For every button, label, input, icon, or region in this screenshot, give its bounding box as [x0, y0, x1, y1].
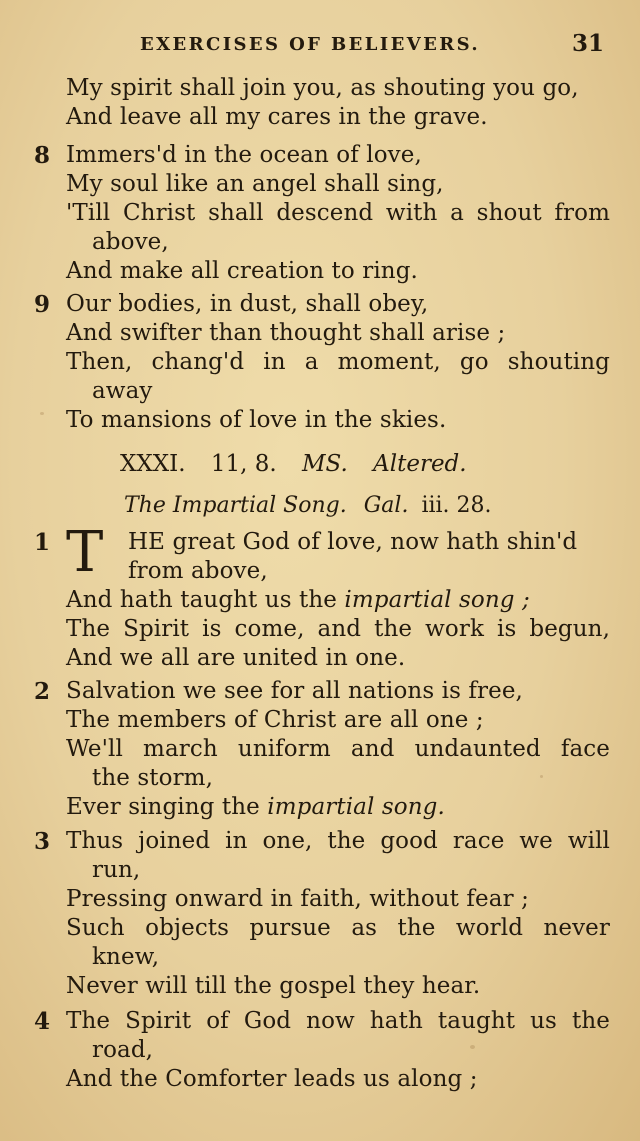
verse-line: Such objects pursue as the world never: [66, 915, 610, 941]
verse-line: The Spirit is come, and the work is begun,: [66, 616, 610, 642]
verse-line: And leave all my cares in the grave.: [66, 104, 488, 130]
verse-line: The Spirit of God now hath taught us the: [66, 1008, 610, 1034]
verse-line: road,: [92, 1037, 154, 1063]
verse-line: And the Comforter leads us along ;: [66, 1066, 478, 1092]
verse-line: My soul like an angel shall sing,: [66, 171, 444, 197]
hymn-number: XXXI.: [120, 451, 186, 477]
page-header: [0, 28, 640, 62]
verse-line: away: [92, 378, 153, 404]
paper-speck: [540, 775, 543, 778]
verse-text: And hath taught us the: [66, 587, 345, 613]
verse-number: 8: [34, 142, 51, 169]
verse-line: Our bodies, in dust, shall obey,: [66, 291, 429, 317]
verse-text: Ever singing the: [66, 794, 268, 820]
verse-line: run,: [92, 857, 141, 883]
verse-line: And we all are united in one.: [66, 645, 406, 671]
stanza-number: 4: [34, 1008, 51, 1035]
paper-speck: [470, 1045, 475, 1049]
verse-line: HE great God of love, now hath shin'd: [128, 529, 578, 555]
verse-line: Immers'd in the ocean of love,: [66, 142, 422, 168]
scripture-verse: iii. 28.: [421, 493, 492, 518]
italic-phrase: impartial song.: [267, 794, 445, 820]
verse-line: from above,: [128, 558, 268, 584]
page-number: 31: [572, 30, 605, 57]
paper-speck: [40, 412, 44, 415]
hymn-heading: [120, 450, 485, 479]
verse-line: And swifter than thought shall arise ;: [66, 320, 506, 346]
verse-line: Salvation we see for all nations is free,: [66, 678, 523, 704]
italic-phrase: impartial song ;: [344, 587, 530, 613]
drop-cap: T: [66, 520, 104, 585]
stanza-number: 1: [34, 529, 51, 556]
hymn-title: [124, 491, 492, 520]
verse-line: above,: [92, 229, 169, 255]
verse-line: knew,: [92, 944, 160, 970]
verse-line: [66, 793, 445, 822]
hymn-note: Altered.: [373, 451, 467, 477]
stanza-number: 3: [34, 828, 51, 855]
verse-line: To mansions of love in the skies.: [66, 407, 447, 433]
verse-line: The members of Christ are all one ;: [66, 707, 484, 733]
verse-line: [66, 586, 530, 615]
verse-line: We'll march uniform and undaunted face: [66, 736, 610, 762]
verse-line: Pressing onward in faith, without fear ;: [66, 886, 529, 912]
verse-line: My spirit shall join you, as shouting you go,: [66, 75, 579, 101]
hymn-meter: 11, 8.: [210, 451, 277, 477]
verse-line: the storm,: [92, 765, 213, 791]
hymn-source: MS.: [302, 451, 348, 477]
hymn-title-text: The Impartial Song.: [124, 493, 347, 518]
stanza-number: 2: [34, 678, 51, 705]
verse-line: And make all creation to ring.: [66, 258, 418, 284]
verse-line: 'Till Christ shall descend with a shout from: [66, 200, 610, 226]
running-title: EXERCISES OF BELIEVERS.: [140, 34, 481, 55]
verse-number: 9: [34, 291, 51, 318]
verse-line: Never will till the gospel they hear.: [66, 973, 481, 999]
verse-line: Then, chang'd in a moment, go shouting: [66, 349, 610, 375]
verse-line: Thus joined in one, the good race we will: [66, 828, 610, 854]
scripture-book: Gal.: [363, 493, 409, 518]
